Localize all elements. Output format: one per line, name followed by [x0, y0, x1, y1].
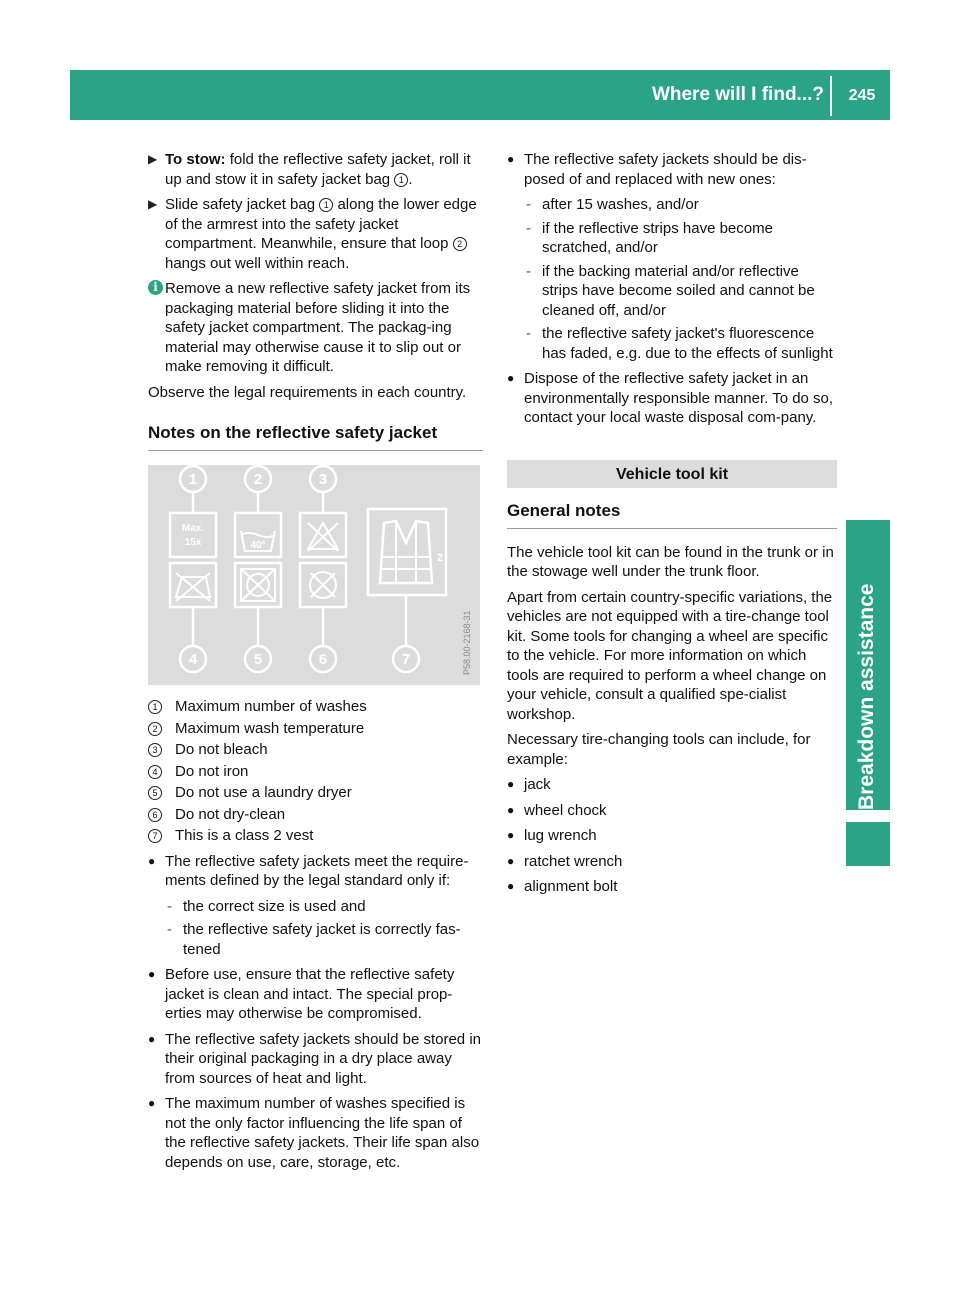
dash-text: if the reflective strips have become scratched, and/or — [542, 219, 773, 256]
dash-text: the reflective safety jacket's fluorescence has faded, e.g. due to the effects of sunlight — [542, 325, 833, 362]
dash-item — [507, 219, 837, 258]
bullet-text: Before use, ensure that the reflective safety jacket is clean and intact. The special prop-erties may otherwise be compromised. — [165, 966, 455, 1022]
legend-text: This is a class 2 vest — [175, 827, 314, 844]
side-tab-label: Breakdown assistance — [855, 583, 878, 810]
stow-text: fold the reflective safety jacket, roll it up and stow it in safety jacket bag — [165, 151, 471, 188]
dash-item — [148, 897, 483, 917]
tool-item — [507, 852, 837, 872]
slide-text-3: hangs out well within reach. — [165, 254, 350, 272]
bullet-text: Dispose of the reflective safety jacket in an environmentally responsible manner. To do so, contact your local waste disposal com-pany. — [524, 370, 834, 426]
info-icon: i — [148, 280, 163, 295]
page-number: 245 — [848, 87, 876, 104]
bullet-icon: ● — [148, 1031, 156, 1046]
bullet-icon: ● — [507, 371, 515, 385]
legend-item — [148, 826, 483, 846]
legend-item — [148, 805, 483, 825]
figure-code: P58.00-2168-31 — [462, 610, 472, 675]
dash-text: after 15 washes, and/or — [542, 196, 699, 213]
figure-callout-2: 2 — [253, 471, 263, 488]
legend-item — [148, 697, 483, 717]
tool-text: jack — [524, 776, 551, 793]
dash-item — [507, 324, 837, 363]
instruction-slide — [148, 195, 483, 273]
dash-icon: - — [167, 897, 172, 915]
stow-after: . — [408, 170, 413, 188]
notes-heading: Notes on the reflective safety jacket — [148, 422, 483, 451]
dash-icon: - — [526, 196, 531, 213]
bullet-icon: ● — [507, 777, 515, 791]
page-section-title: Where will I find...? — [651, 84, 824, 105]
legend-text: Do not use a laundry dryer — [175, 784, 352, 801]
dash-text: the reflective safety jacket is correctly fas-tened — [183, 921, 461, 958]
tool-kit-heading: Vehicle tool kit — [507, 460, 837, 488]
care-symbols-illustration — [148, 465, 480, 685]
header-divider — [830, 76, 832, 116]
dash-item — [148, 920, 483, 959]
stow-label: To stow: — [165, 151, 226, 168]
arrow-icon: ▶ — [148, 197, 158, 211]
bullet-text: The reflective safety jackets should be stored in their original packaging in a dry place away from sources of heat and light. — [165, 1030, 481, 1087]
side-marker — [846, 822, 890, 866]
figure-callout-4: 4 — [188, 651, 198, 668]
slide-text-1: Slide safety jacket bag — [165, 196, 316, 213]
callout-1-icon: 1 — [319, 198, 333, 212]
legend-item — [148, 762, 483, 782]
legend-item — [148, 740, 483, 760]
legend-text: Maximum wash temperature — [175, 719, 365, 737]
bullet-item — [507, 150, 837, 189]
dash-text: the correct size is used and — [183, 897, 366, 915]
figure-callout-7: 7 — [401, 651, 411, 668]
tool-kit-paragraph-3: Necessary tire-changing tools can include, for example: — [507, 731, 811, 768]
callout-3-icon: 3 — [148, 743, 162, 757]
dash-icon: - — [526, 262, 531, 280]
bullet-icon: ● — [507, 828, 515, 842]
legend-item — [148, 783, 483, 803]
bullet-icon: ● — [507, 853, 515, 868]
figure-label-class: 2 — [436, 552, 444, 564]
dash-icon: - — [167, 921, 172, 938]
bullet-item — [507, 369, 837, 428]
bullet-text: The reflective safety jackets meet the require-ments defined by the legal standard only if: — [165, 852, 469, 889]
figure-label-15x: 15x — [184, 537, 202, 548]
tool-kit-paragraph-1: The vehicle tool kit can be found in the trunk or in the stowage well under the trunk floor. — [507, 543, 834, 580]
bullet-icon: ● — [148, 967, 156, 981]
tool-text: alignment bolt — [524, 878, 618, 895]
care-symbols-figure — [148, 465, 480, 685]
legend-list — [148, 697, 483, 846]
bullet-icon: ● — [507, 879, 515, 893]
callout-6-icon: 6 — [148, 808, 162, 822]
callout-7-icon: 7 — [148, 829, 162, 843]
general-notes-heading: General notes — [507, 500, 837, 529]
figure-label-40: 40° — [250, 540, 266, 551]
tool-item — [507, 826, 837, 846]
bullet-icon: ● — [148, 1096, 156, 1110]
figure-callout-1: 1 — [188, 471, 198, 488]
tool-text: ratchet wrench — [524, 852, 623, 870]
observe-text: Observe the legal requirements in each country. — [148, 383, 467, 401]
tool-item — [507, 801, 837, 821]
right-column — [507, 150, 837, 903]
bullet-icon: ● — [148, 853, 156, 868]
info-text: Remove a new reflective safety jacket from its packaging material before sliding it into the safety jacket compartment. The packag-ing material may otherwise cause it to slip out or make removing it difficult. — [165, 280, 471, 375]
bullet-item — [148, 852, 483, 891]
bullet-icon: ● — [507, 802, 515, 817]
callout-4-icon: 4 — [148, 765, 162, 779]
instruction-stow — [148, 150, 483, 189]
callout-2-icon: 2 — [148, 722, 162, 736]
legend-item — [148, 719, 483, 739]
bullet-text: The maximum number of washes specified is not the only factor influencing the life span of the reflective safety jackets. Their life span also depends on use, care, storage, etc. — [165, 1095, 480, 1171]
callout-5-icon: 5 — [148, 786, 162, 800]
arrow-icon: ▶ — [148, 152, 158, 166]
figure-callout-6: 6 — [318, 651, 328, 668]
info-note — [148, 279, 483, 377]
callout-2-icon: 2 — [453, 237, 467, 251]
legend-text: Do not dry-clean — [175, 805, 286, 823]
dash-icon: - — [526, 325, 531, 342]
bullet-text: The reflective safety jackets should be dis-posed of and replaced with new ones: — [524, 151, 807, 188]
dash-icon: - — [526, 219, 531, 237]
left-column — [148, 150, 483, 1178]
dash-item — [507, 195, 837, 215]
tool-text: wheel chock — [524, 801, 607, 819]
dash-text: if the backing material and/or reflective strips have become soiled and cannot be cleaned off, and/or — [542, 262, 815, 319]
figure-callout-5: 5 — [253, 651, 263, 668]
tool-item — [507, 775, 837, 795]
legend-text: Do not bleach — [175, 741, 268, 758]
dash-item — [507, 262, 837, 321]
tool-item — [507, 877, 837, 897]
bullet-item — [148, 1094, 483, 1172]
legend-text: Maximum number of washes — [175, 698, 367, 715]
tool-kit-paragraph-2: Apart from certain country-specific variations, the vehicles are not equipped with a tire-change tool kit. Some tools for changing a wheel are specific to the vehicle. For more information on which tools are required to perform a wheel change on your vehicle, consult a qualified spe-cialist workshop. — [507, 588, 833, 723]
callout-1-icon: 1 — [148, 700, 162, 714]
legend-text: Do not iron — [175, 762, 249, 780]
slide-text-2: along the lower edge of the armrest into the safety jacket compartment. Meanwhile, ensure that loop — [165, 196, 477, 252]
bullet-icon: ● — [507, 152, 515, 166]
bullet-item — [148, 1030, 483, 1089]
callout-1-icon: 1 — [394, 173, 408, 187]
figure-callout-3: 3 — [318, 471, 328, 488]
bullet-item — [148, 965, 483, 1024]
tool-text: lug wrench — [524, 827, 597, 844]
figure-label-max: Max. — [181, 523, 205, 534]
